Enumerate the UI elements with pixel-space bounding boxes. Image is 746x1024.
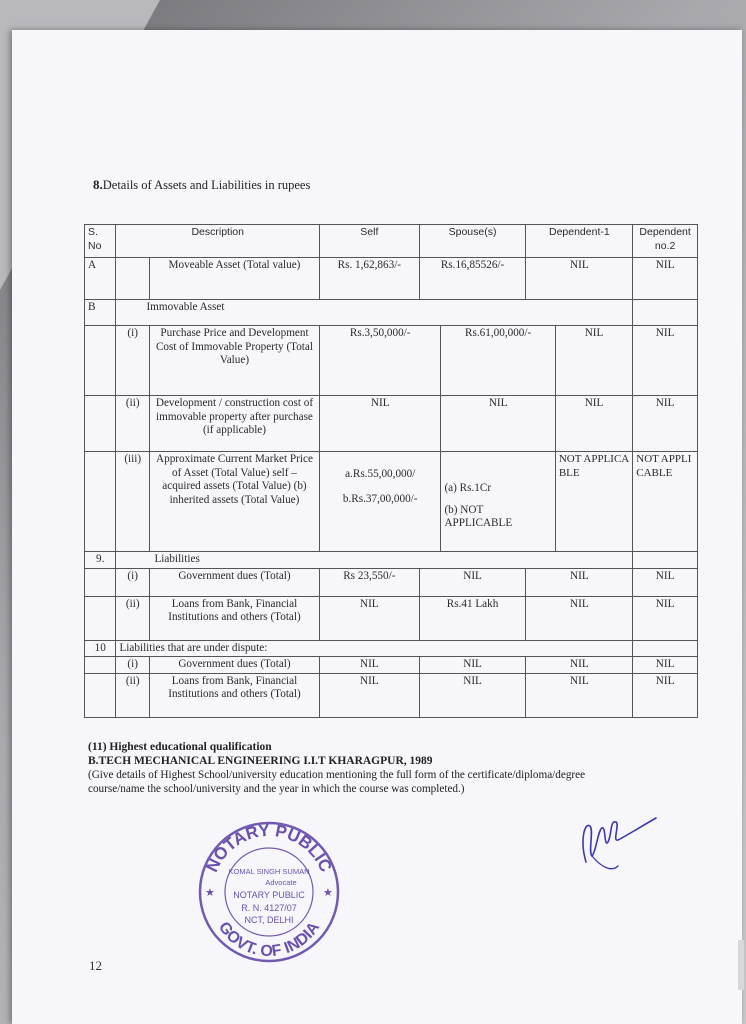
row-self [319, 452, 440, 552]
section-number: 8. [93, 177, 103, 192]
inherited-value: b.Rs.37,00,000/- [342, 492, 418, 505]
header-dependent-1: Dependent-1 [526, 225, 633, 258]
table-row [85, 596, 698, 640]
row-self: Rs.3,50,000/- [319, 326, 440, 396]
row-description: Government dues (Total) [149, 568, 319, 596]
row-dependent-2: NIL [633, 596, 698, 640]
table-row [85, 568, 698, 596]
education-section [88, 740, 608, 796]
row-dependent-2: NIL [633, 258, 698, 300]
row-spouse: NIL [419, 657, 526, 674]
row-description: Loans from Bank, Financial Institutions and others (Total) [149, 596, 319, 640]
row-sub: (i) [116, 657, 150, 674]
row-dependent-2: NOT APPLICABLE [633, 452, 698, 552]
row-sub: (ii) [116, 396, 150, 452]
stamp-outer-bottom: GOVT. OF INDIA [214, 919, 324, 961]
row-dependent-1: NIL [526, 258, 633, 300]
table-row [85, 326, 698, 396]
header-spouse: Spouse(s) [419, 225, 526, 258]
row-dependent-2: NIL [633, 568, 698, 596]
row-spouse: Rs.61,00,000/- [441, 326, 555, 396]
row-self: NIL [319, 657, 419, 674]
stamp-role: Advocate [265, 878, 297, 887]
row-self: NIL [319, 673, 419, 717]
row-self: NIL [319, 596, 419, 640]
scan-edge-mark [738, 940, 744, 990]
row-self: NIL [319, 396, 440, 452]
row-spouse: Rs.41 Lakh [419, 596, 526, 640]
stamp-reg: R. N. 4127/07 [241, 903, 297, 913]
row-dependent-1: NIL [555, 396, 632, 452]
row-dependent-2: NIL [633, 396, 698, 452]
header-description: Description [116, 225, 320, 258]
self-acquired-value: a.Rs.55,00,000/ [345, 468, 416, 480]
row-sub: (i) [116, 568, 150, 596]
row-dependent-1: NIL [526, 568, 633, 596]
row-spouse: NIL [419, 673, 526, 717]
spouse-inherited-value: (b) NOT APPLICABLE [444, 503, 513, 529]
row-dependent-2: NIL [633, 657, 698, 674]
table-header-row [85, 225, 698, 258]
row-dependent-2: NIL [633, 326, 698, 396]
row-description: Liabilities [116, 552, 633, 569]
assets-liabilities-table [84, 224, 698, 718]
table-row [85, 640, 698, 657]
row-spouse: NIL [419, 568, 526, 596]
row-sub: (iii) [116, 452, 150, 552]
row-spouse: Rs.16,85526/- [419, 258, 526, 300]
row-dependent-1: NOT APPLICABLE [555, 452, 632, 552]
row-description: Purchase Price and Development Cost of Immovable Property (Total Value) [149, 326, 319, 396]
education-note: (Give details of Highest School/university education mentioning the full form of the certificate/diploma/degree course/name the school/university and the year in which the course was completed.) [88, 769, 586, 795]
row-sub: (i) [116, 326, 150, 396]
table-row [85, 300, 698, 326]
header-self: Self [319, 225, 419, 258]
spouse-acquired-value: (a) Rs.1Cr [444, 482, 492, 494]
row-dependent-2: NIL [633, 673, 698, 717]
star-icon: ★ [323, 887, 333, 899]
row-self: Rs 23,550/- [319, 568, 419, 596]
section-heading [93, 177, 310, 193]
row-sno: B [85, 300, 116, 326]
signature [572, 812, 662, 882]
table-row [85, 452, 698, 552]
header-dependent-2: Dependent no.2 [633, 225, 698, 258]
row-dependent-1: NIL [526, 673, 633, 717]
table-row [85, 552, 698, 569]
row-sno: A [85, 258, 116, 300]
row-description: Approximate Current Market Price of Asset (Total Value) self –acquired assets (Total Value) (b) inherited assets (Total Value) [149, 452, 319, 552]
notary-stamp [197, 820, 341, 964]
stamp-outer-top: NOTARY PUBLIC [202, 820, 336, 875]
table-row [85, 657, 698, 674]
row-sno: 10 [85, 640, 116, 657]
row-sno: 9. [85, 552, 116, 569]
row-description: Government dues (Total) [149, 657, 319, 674]
section-title: Details of Assets and Liabilities in rupees [102, 178, 311, 192]
table-row [85, 396, 698, 452]
row-spouse [441, 452, 555, 552]
row-self: Rs. 1,62,863/- [319, 258, 419, 300]
row-description: Moveable Asset (Total value) [149, 258, 319, 300]
header-sno: S. No [85, 225, 116, 258]
row-description: Liabilities that are under dispute: [116, 640, 633, 657]
page-number: 12 [89, 958, 102, 973]
education-value: B.TECH MECHANICAL ENGINEERING I.I.T KHARAGPUR, 1989 [88, 755, 433, 767]
star-icon: ★ [205, 887, 215, 899]
row-description: Immovable Asset [116, 300, 633, 326]
row-sub: (ii) [116, 596, 150, 640]
education-title: (11) Highest educational qualification [88, 741, 272, 753]
table-row [85, 673, 698, 717]
row-dependent-1: NIL [526, 596, 633, 640]
row-description: Loans from Bank, Financial Institutions and others (Total) [149, 673, 319, 717]
row-spouse: NIL [441, 396, 555, 452]
stamp-title: NOTARY PUBLIC [233, 890, 305, 900]
stamp-place: NCT, DELHI [244, 915, 294, 925]
table-row [85, 258, 698, 300]
row-dependent-1: NIL [555, 326, 632, 396]
row-sub: (ii) [116, 673, 150, 717]
row-description: Development / construction cost of immovable property after purchase (if applicable) [149, 396, 319, 452]
stamp-name: KOMAL SINGH SUMAN [228, 867, 310, 876]
row-dependent-1: NIL [526, 657, 633, 674]
